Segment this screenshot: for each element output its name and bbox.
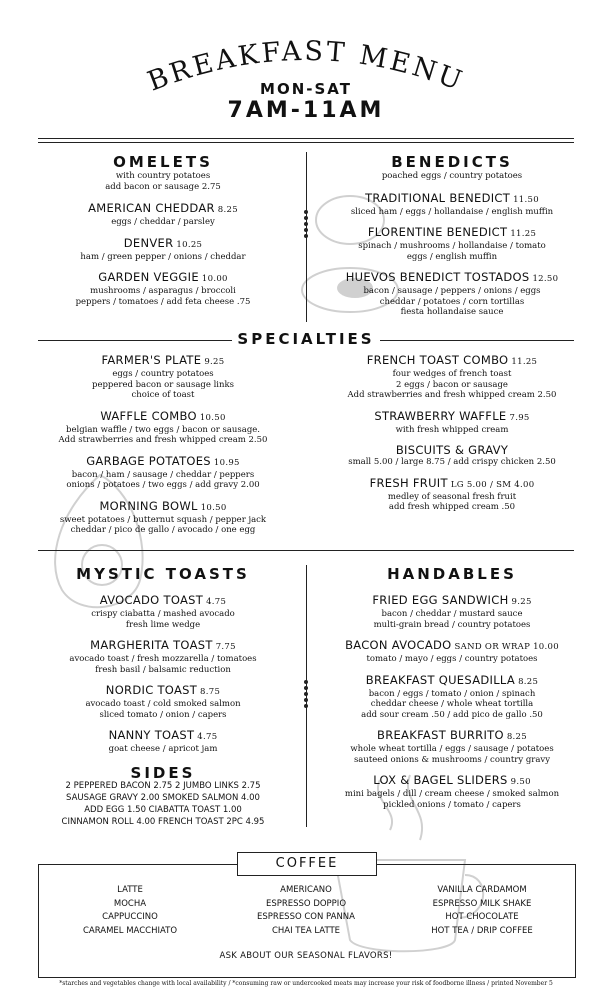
specialties-rule-right	[380, 340, 574, 341]
header-rule-top	[38, 138, 574, 139]
menu-item: NANNY TOAST 4.75 goat cheese / apricot jam	[108, 728, 218, 754]
toasts-title: MYSTIC TOASTS	[76, 565, 250, 583]
menu-item: NORDIC TOAST 8.75 avocado toast / cold smoked salmon sliced tomato / onion / capers	[85, 683, 241, 720]
sides-line: SAUSAGE GRAVY 2.00 SMOKED SALMON 4.00	[66, 793, 260, 803]
benedicts-title: BENEDICTS	[391, 153, 513, 171]
sides-line: ADD EGG 1.50 CIABATTA TOAST 1.00	[84, 805, 242, 815]
benedicts-section	[322, 171, 582, 326]
header-rule-bottom	[38, 142, 574, 143]
coffee-title: COFFEE	[237, 852, 377, 876]
handables-section	[322, 593, 582, 818]
menu-item: DENVER 10.25 ham / green pepper / onions / cheddar	[80, 235, 246, 262]
coffee-column-2: AMERICANO ESPRESSO DOPPIO ESPRESSO CON PANNA CHAI TEA LATTE	[257, 885, 355, 936]
menu-item: MARGHERITA TOAST 7.75 avocado toast / fresh mozzarella / tomatoes fresh basil / balsamic reduction	[69, 638, 257, 675]
divider-dots	[304, 210, 308, 240]
menu-item: BISCUITS & GRAVY small 5.00 / large 8.75 / add crispy chicken 2.50	[348, 443, 556, 467]
menu-item: HUEVOS BENEDICT TOSTADOS 12.50 bacon / sausage / peppers / onions / eggs cheddar / potatoes / corn tortillas fiesta hollandaise sauce	[345, 270, 559, 317]
menu-item: LOX & BAGEL SLIDERS 9.50 mini bagels / dill / cream cheese / smoked salmon pickled onions / tomato / capers	[344, 773, 560, 810]
menu-item: AMERICAN CHEDDAR 8.25 eggs / cheddar / parsley	[88, 201, 238, 227]
omelets-title: OMELETS	[113, 153, 213, 171]
omelets-subtitle: with country potatoes add bacon or sausage 2.75	[105, 171, 221, 192]
service-hours: 7AM-11AM	[227, 98, 385, 123]
specialties-title: SPECIALTIES	[237, 330, 375, 348]
menu-item: BREAKFAST BURRITO 8.25 whole wheat tortilla / eggs / sausage / potatoes sauteed onions & mushrooms / country gravy	[350, 728, 554, 765]
toasts-section	[38, 593, 288, 763]
seasonal-note: ASK ABOUT OUR SEASONAL FLAVORS!	[219, 951, 393, 961]
specialties-left	[38, 353, 288, 544]
menu-item: BACON AVOCADO SAND OR WRAP 10.00 tomato / mayo / eggs / country potatoes	[345, 638, 559, 664]
service-days: MON-SAT	[260, 80, 352, 98]
section-rule-middle	[38, 550, 574, 551]
menu-item: FRENCH TOAST COMBO 11.25 four wedges of french toast 2 eggs / bacon or sausage Add strawberries and fresh whipped cream 2.50	[347, 353, 557, 400]
coffee-column-3: VANILLA CARDAMOM ESPRESSO MILK SHAKE HOT CHOCOLATE HOT TEA / DRIP COFFEE	[431, 885, 533, 936]
menu-item: BREAKFAST QUESADILLA 8.25 bacon / eggs / tomato / onion / spinach cheddar cheese / whole wheat tortilla add sour cream .50 / add pico de gallo .50	[361, 672, 543, 720]
menu-item: GARBAGE POTATOES 10.95 bacon / ham / sausage / cheddar / peppers onions / potatoes / two eggs / add gravy 2.00	[66, 453, 260, 490]
menu-item: FRIED EGG SANDWICH 9.25 bacon / cheddar / mustard sauce multi-grain bread / country potatoes	[372, 593, 532, 630]
coffee-column-1: LATTE MOCHA CAPPUCCINO CARAMEL MACCHIATO	[82, 885, 178, 936]
sides-title: SIDES	[130, 764, 196, 782]
divider-dots-lower	[304, 680, 308, 710]
menu-item: FLORENTINE BENEDICT 11.25 spinach / mushrooms / hollandaise / tomato eggs / english muffin	[358, 225, 546, 262]
specialties-right	[322, 353, 582, 521]
svg-text:BREAKFAST MENU: BREAKFAST MENU	[143, 35, 469, 98]
sides-section	[38, 780, 288, 828]
menu-item: FRESH FRUIT LG 5.00 / SM 4.00 medley of seasonal fresh fruit add fresh whipped cream .50	[369, 475, 535, 512]
omelets-section	[38, 171, 288, 315]
menu-item: GARDEN VEGGIE 10.00 mushrooms / asparagus / broccoli peppers / tomatoes / add feta cheese .75	[75, 270, 251, 307]
menu-item: TRADITIONAL BENEDICT 11.50 sliced ham / eggs / hollandaise / english muffin	[350, 190, 554, 217]
handables-title: HANDABLES	[387, 565, 517, 583]
specialties-rule-left	[38, 340, 232, 341]
menu-item: AVOCADO TOAST 4.75 crispy ciabatta / mashed avocado fresh lime wedge	[91, 593, 235, 630]
sides-line: 2 PEPPERED BACON 2.75 2 JUMBO LINKS 2.75	[65, 781, 261, 791]
menu-item: STRAWBERRY WAFFLE 7.95 with fresh whipped cream	[374, 408, 530, 435]
benedicts-subtitle: poached eggs / country potatoes	[381, 171, 523, 181]
menu-item: FARMER'S PLATE 9.25 eggs / country potatoes peppered bacon or sausage links choice of toast	[92, 353, 234, 400]
menu-item: MORNING BOWL 10.50 sweet potatoes / butternut squash / pepper jack cheddar / pico de gallo / avocado / one egg	[59, 498, 267, 535]
menu-item: WAFFLE COMBO 10.50 belgian waffle / two eggs / bacon or sausage. Add strawberries and fresh whipped cream 2.50	[58, 408, 268, 445]
sides-line: CINNAMON ROLL 4.00 FRENCH TOAST 2PC 4.95	[61, 817, 265, 827]
footer-disclaimer: *starches and vegetables change with local availability / *consuming raw or undercooked meats may increase your risk of foodborne illness / printed November 5	[59, 980, 553, 987]
